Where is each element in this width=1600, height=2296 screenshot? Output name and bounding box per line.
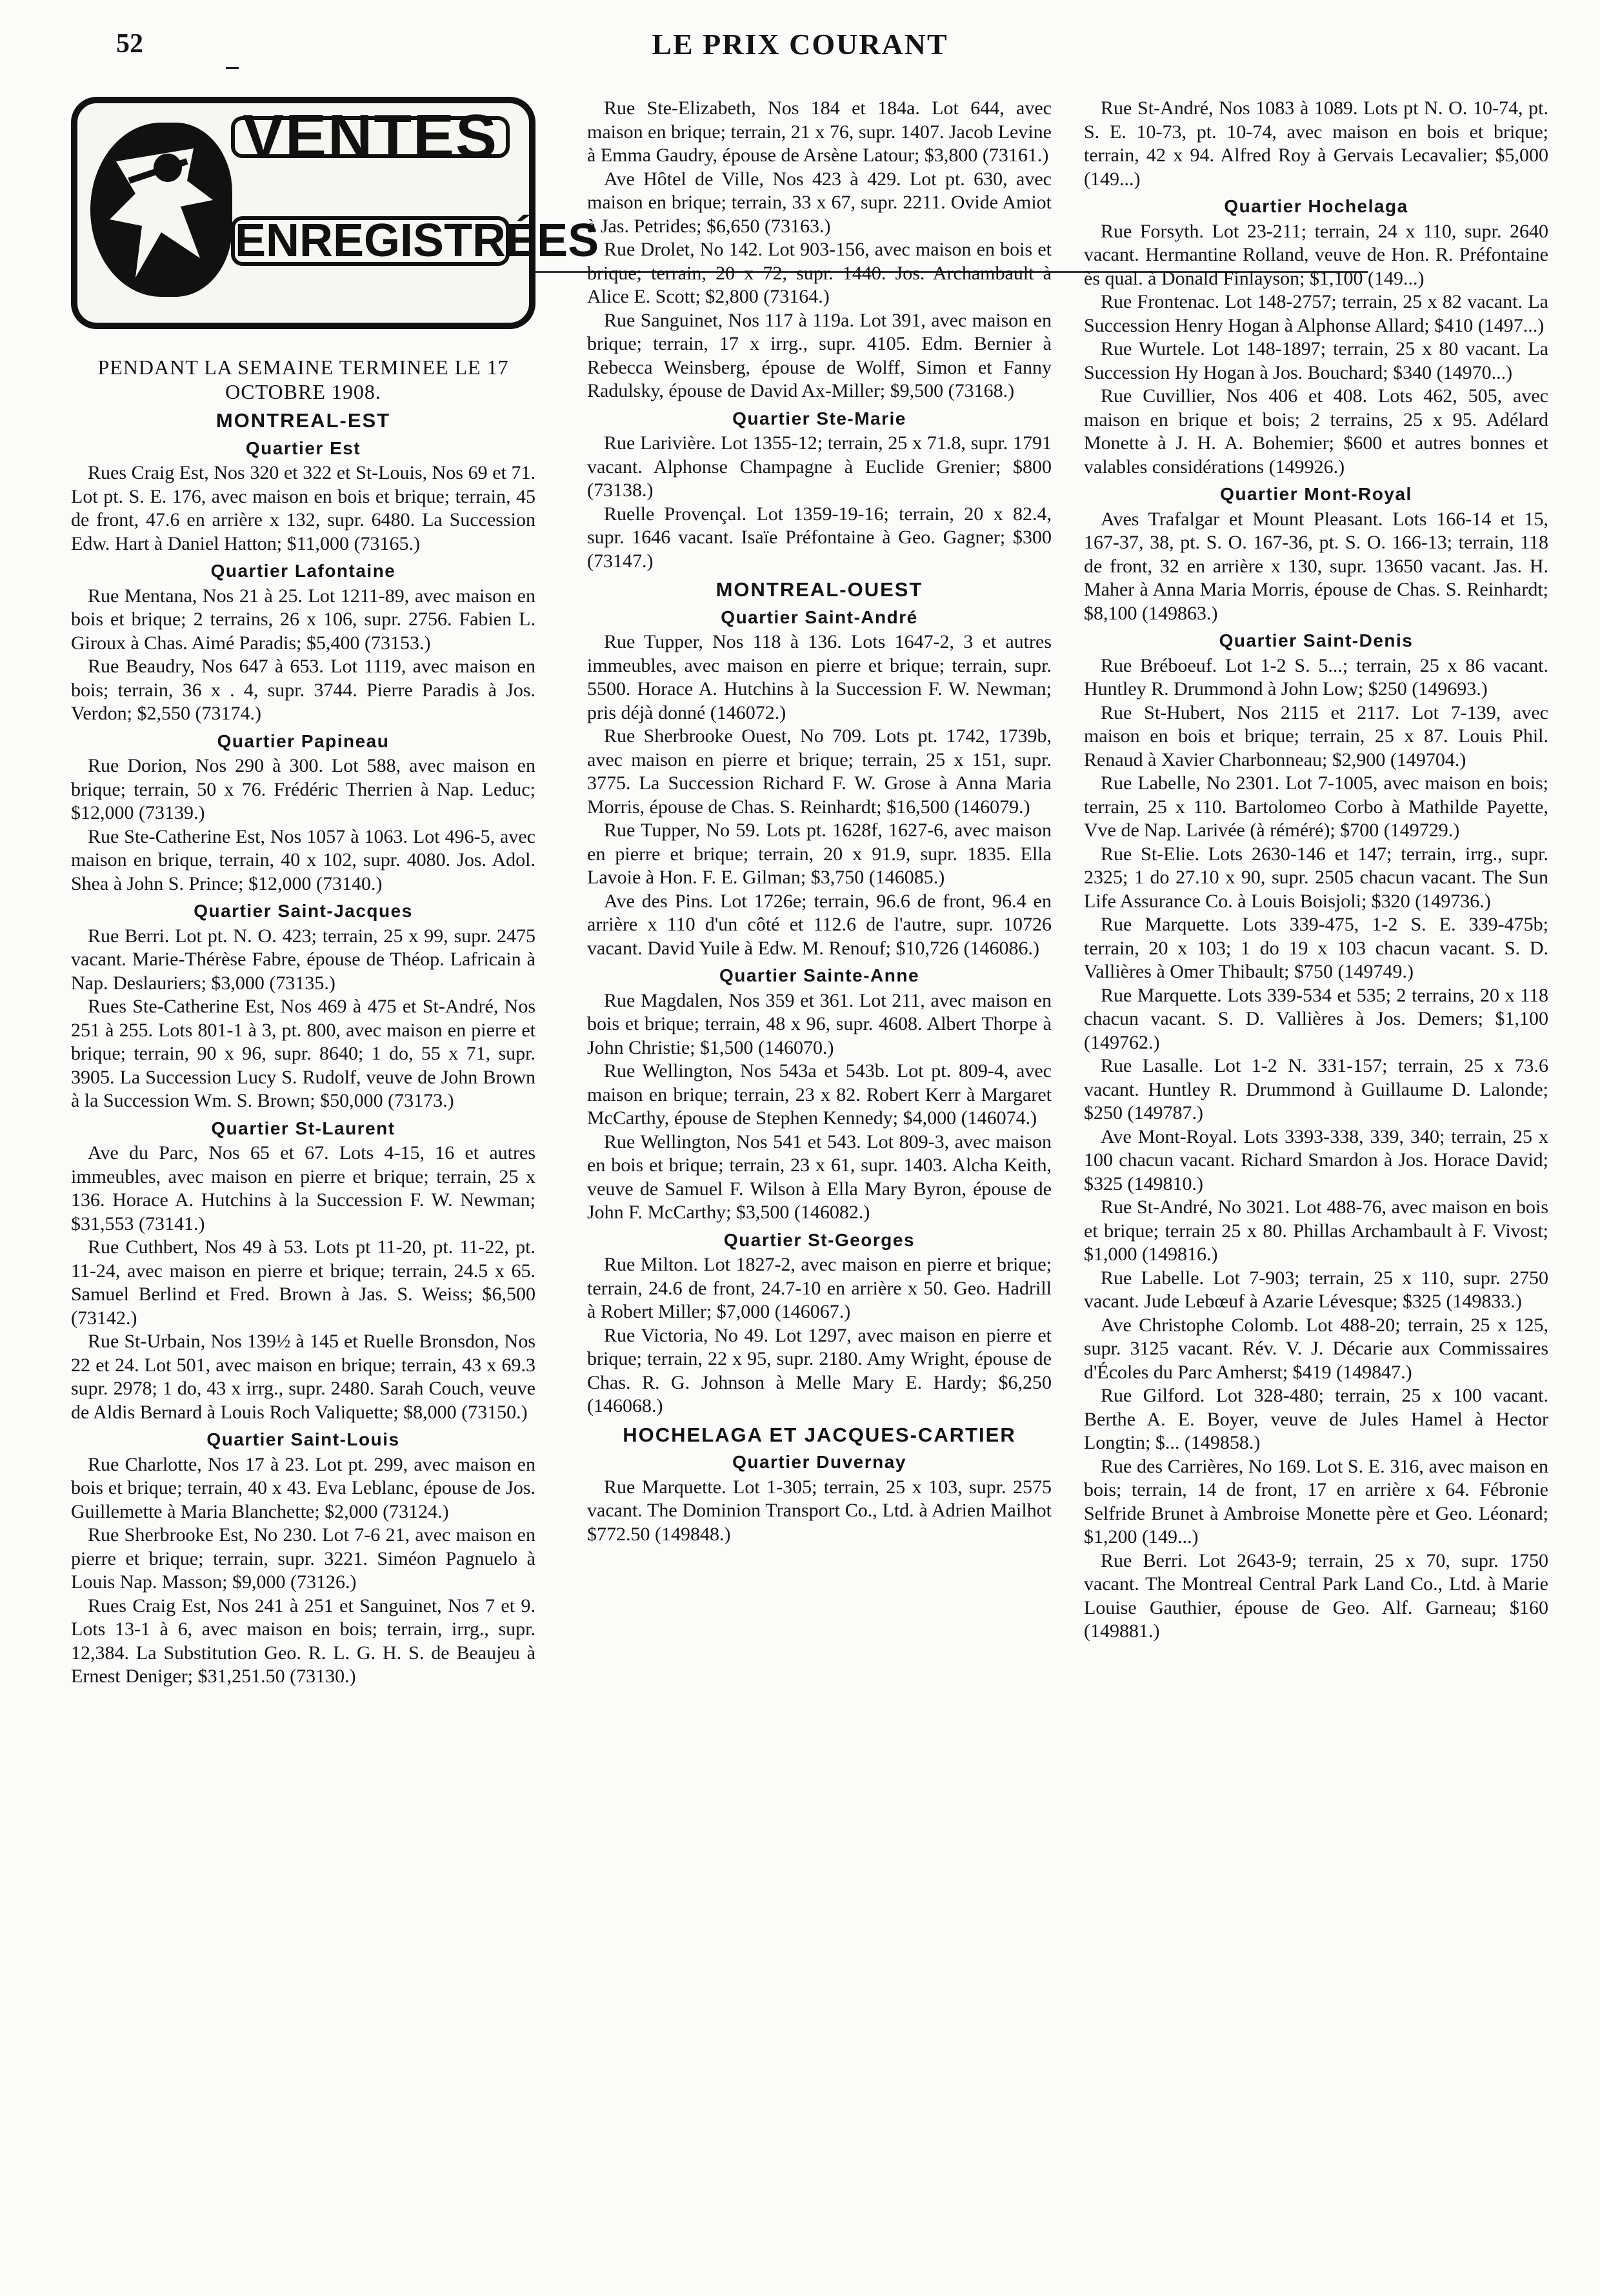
sale-entry: Rue Bréboeuf. Lot 1-2 S. 5...; terrain, 25 x 86 vacant. Huntley R. Drummond à John Low; $250 (149693.) — [1084, 654, 1548, 700]
sale-entry: Ruelle Provençal. Lot 1359-19-16; terrain, 20 x 82.4, supr. 1646 vacant. Isaïe Préfontaine à Geo. Gagner; $300 (73147.) — [587, 503, 1052, 572]
column-1 — [71, 97, 599, 1689]
sale-entry: Aves Trafalgar et Mount Pleasant. Lots 166-14 et 15, 167-37, 38, pt. S. O. 167-36, pt. S. O. 166-13; terrain, 118 de front, 32 en arrière x 130, supr. 13650 vacant. Jas. H. Maher à Anna Maria Morris, épouse de Chas. S. Reinhardt; $8,100 (149863.) — [1084, 508, 1548, 624]
sale-entry: Ave des Pins. Lot 1726e; terrain, 96.6 de front, 96.4 en arrière x 110 d'un côté et 112.6 de l'autre, supr. 10726 vacant. David Yuile à Edw. M. Renouf; $10,726 (146086.) — [587, 890, 1052, 959]
sale-entry: Rue Gilford. Lot 328-480; terrain, 25 x 100 vacant. Berthe A. E. Boyer, veuve de Jules Hamel à Hector Longtin; $... (149858.) — [1084, 1385, 1548, 1453]
sale-entry: Rue Sherbrooke Ouest, No 709. Lots pt. 1742, 1739b, avec maison en pierre et brique; terrain, 25 x 151, supr. 3775. La Succession Richard F. W. Grose à Anna Maria Morris, épouse de Chas. S. Reinhardt; $16,500 (146079.) — [587, 725, 1052, 818]
sale-entry: Rue Ste-Catherine Est, Nos 1057 à 1063. Lot 496-5, avec maison en brique, terrain, 40 x 102, supr. 4080. Jos. Adol. Shea à John S. Prince; $12,000 (73140.) — [71, 825, 535, 894]
sale-entry: Rue Cuthbert, Nos 49 à 53. Lots pt 11-20, pt. 11-22, pt. 11-24, avec maison en pierre et brique; terrain, 24.5 x 65. Samuel Berlind et Fred. Brown à Jas. S. Weiss; $6,500 (73142.) — [71, 1236, 535, 1329]
quarter-heading: Quartier Saint-Louis — [206, 1429, 400, 1449]
sale-entry: Rue Marquette. Lot 1-305; terrain, 25 x 103, supr. 2575 vacant. The Dominion Transport Co., Ltd. à Adrien Mailhot $772.50 (149848.) — [587, 1476, 1052, 1545]
column-3 — [1084, 97, 1548, 1644]
sale-entry: Ave du Parc, Nos 65 et 67. Lots 4-15, 16 et autres immeubles, avec maison en pierre et brique; terrain, 25 x 136. Horace A. Hutchins à la Succession F. W. Newman; $31,553 (73141.) — [71, 1142, 535, 1234]
sale-entry: Rue Labelle. Lot 7-903; terrain, 25 x 110, supr. 2750 vacant. Jude Lebœuf à Azarie Lévesque; $325 (149833.) — [1084, 1267, 1548, 1312]
town-crier-emblem-icon — [90, 123, 232, 297]
quarter-heading: Quartier Mont-Royal — [1220, 484, 1412, 504]
sale-entry: Rue Ste-Elizabeth, Nos 184 et 184a. Lot 644, avec maison en brique; terrain, 21 x 76, supr. 1407. Jacob Levine à Emma Gaudry, épouse de Arsène Latour; $3,800 (73161.) — [587, 97, 1052, 166]
sale-entry: Rue Tupper, Nos 118 à 136. Lots 1647-2, 3 et autres immeubles, avec maison en pierre et brique; terrain, supr. 5500. Horace A. Hutchins à la Succession F. W. Newman; pris déjà donné (146072.) — [587, 631, 1052, 723]
district-heading: MONTREAL-OUEST — [715, 578, 923, 601]
quarter-heading: Quartier St-Laurent — [211, 1118, 395, 1138]
sale-entry: Rue St-André, No 3021. Lot 488-76, avec maison en bois et brique; terrain 25 x 80. Phillas Archambault à F. Vivost; $1,000 (149816.) — [1084, 1196, 1548, 1265]
sale-entry: Rue Drolet, No 142. Lot 903-156, avec maison en bois et brique; terrain, 20 x 72, supr. 1440. Jos. Archambault à Alice E. Scott; $2,800 (73164.) — [587, 239, 1052, 307]
sale-entry: Rue Labelle, No 2301. Lot 7-1005, avec maison en bois; terrain, 25 x 110. Bartolomeo Corbo à Mathilde Payette, Vve de Nap. Larivée (à réméré); $700 (149729.) — [1084, 772, 1548, 841]
quarter-heading: Quartier Est — [245, 438, 361, 458]
sale-entry: Rue Dorion, Nos 290 à 300. Lot 588, avec maison en brique; terrain, 50 x 76. Frédéric Therrien à Nap. Leduc; $12,000 (73139.) — [71, 755, 535, 823]
sale-entry: Rue Lasalle. Lot 1-2 N. 331-157; terrain, 25 x 73.6 vacant. Huntley R. Drummond à Guillaume D. Lalonde; $250 (149787.) — [1084, 1055, 1548, 1123]
column-1-entries — [71, 355, 535, 1689]
quarter-heading: Quartier Duvernay — [732, 1452, 906, 1472]
sale-entry: Ave Hôtel de Ville, Nos 423 à 429. Lot pt. 630, avec maison en brique; terrain, 33 x 67, supr. 2211. Ovide Amiot à Jas. Petrides; $6,650 (73163.) — [587, 168, 1052, 237]
quarter-heading: Quartier St-Georges — [723, 1229, 915, 1250]
sale-entry: Rues Ste-Catherine Est, Nos 469 à 475 et St-André, Nos 251 à 255. Lots 801-1 à 3, pt. 800, avec maison en pierre et brique; terrain, 90 x 96, supr. 8640; 1 do, 55 x 71, supr. 3905. La Succession Lucy S. Rudolf, veuve de John Brown à la Succession Wm. S. Brown; $50,000 (73173.) — [71, 996, 535, 1111]
sale-entry: Rue Larivière. Lot 1355-12; terrain, 25 x 71.8, supr. 1791 vacant. Alphonse Champagne à Euclide Grenier; $800 (73138.) — [587, 432, 1052, 501]
sale-entry: Rue Beaudry, Nos 647 à 653. Lot 1119, avec maison en bois; terrain, 36 x . 4, supr. 3744. Pierre Paradis à Jos. Verdon; $2,550 (73174.) — [71, 656, 535, 724]
column-3-entries — [1084, 97, 1548, 1644]
sale-entry: Rue Milton. Lot 1827-2, avec maison en pierre et brique; terrain, 24.6 de front, 24.7-10 en arrière x 50. Geo. Hadrill à Robert Miller; $7,000 (146067.) — [587, 1254, 1052, 1322]
sale-entry: Rue St-Urbain, Nos 139½ à 145 et Ruelle Bronsdon, Nos 22 et 24. Lot 501, avec maison en brique; terrain, 43 x 69.3 supr. 2978; 1 do, 43 x irrg., supr. 2480. Sarah Couch, veuve de Aldis Bernard à Louis Roch Valiquette; $8,000 (73150.) — [71, 1331, 535, 1423]
quarter-heading: Quartier Saint-André — [721, 607, 918, 627]
sale-entry: Rue Magdalen, Nos 359 et 361. Lot 211, avec maison en bois et brique; terrain, 48 x 96, supr. 4608. Albert Thorpe à John Christie; $1,500 (146070.) — [587, 989, 1052, 1058]
quarter-heading: Quartier Sainte-Anne — [719, 965, 920, 985]
district-heading: HOCHELAGA ET JACQUES-CARTIER — [623, 1423, 1016, 1446]
district-heading: MONTREAL-EST — [215, 409, 391, 432]
sale-entry: Rue Charlotte, Nos 17 à 23. Lot pt. 299, avec maison en bois et brique; terrain, 40 x 43. Eva Leblanc, épouse de Jos. Guillemette à Maria Blanchette; $2,000 (73124.) — [71, 1453, 535, 1522]
sale-entry: Rue Marquette. Lots 339-534 et 535; 2 terrains, 20 x 118 chacun vacant. S. D. Vallières à Jos. Demers; $1,100 (149762.) — [1084, 984, 1548, 1053]
quarter-heading: Quartier Ste-Marie — [732, 408, 906, 428]
sale-entry: Rue Sanguinet, Nos 117 à 119a. Lot 391, avec maison en brique; terrain, 17 x irrg., supr. 4105. Edm. Bernier à Rebecca Weinsberg, épouse de Wolff, Simon et Fanny Radulsky, épouse de David Ax-Miller; $9,500 (73168.) — [587, 309, 1052, 401]
sale-entry: Rue St-Elie. Lots 2630-146 et 147; terrain, irrg., supr. 2325; 1 do 27.10 x 90, supr. 2505 chacun vacant. The Sun Life Assurance Co. à Louis Boisjoli; $320 (149736.) — [1084, 843, 1548, 912]
column-2-entries — [587, 97, 1052, 1546]
quarter-heading: Quartier Papineau — [217, 730, 390, 751]
sale-entry: Rues Craig Est, Nos 320 et 322 et St-Louis, Nos 69 et 71. Lot pt. S. E. 176, avec maison en bois et brique; terrain, 45 de front, 47.6 en arrière x 132, supr. 6480. La Succession Edw. Hart à Daniel Hatton; $11,000 (73165.) — [71, 462, 535, 554]
sale-entry: Rues Craig Est, Nos 241 à 251 et Sanguinet, Nos 7 et 9. Lots 13-1 à 6, avec maison en bois; terrain, irrg., supr. 12,384. La Substitution Geo. R. L. G. H. S. de Beaujeu à Ernest Deniger; $31,251.50 (73130.) — [71, 1595, 535, 1687]
sale-entry: Rue Cuvillier, Nos 406 et 408. Lots 462, 505, avec maison en brique et bois; 2 terrains, 25 x 95. Adélard Monette à J. H. A. Bohemier; $600 et autres bonnes et valables considérations (149926.) — [1084, 385, 1548, 478]
sale-entry: Rue Forsyth. Lot 23-211; terrain, 24 x 110, supr. 2640 vacant. Hermantine Rolland, veuve de Hon. R. Préfontaine ès qual. à Donald Finlayson; $1,100 (149...) — [1084, 220, 1548, 289]
sale-entry: Rue Tupper, No 59. Lots pt. 1628f, 1627-6, avec maison en pierre et brique; terrain, 20 x 91.9, supr. 1835. Ella Lavoie à Hon. F. E. Gilman; $3,750 (146085.) — [587, 820, 1052, 888]
sale-entry: Rue Wellington, Nos 543a et 543b. Lot pt. 809-4, avec maison en brique; terrain, 23 x 82. Robert Kerr à Margaret McCarthy, épouse de Stephen Kennedy; $4,000 (146074.) — [587, 1060, 1052, 1129]
sale-entry: Rue Victoria, No 49. Lot 1297, avec maison en pierre et brique; terrain, 22 x 95, supr. 2180. Amy Wright, épouse de Chas. R. G. Johnson à Melle Mary E. Hardy; $6,250 (146068.) — [587, 1324, 1052, 1416]
quarter-heading: Quartier Lafontaine — [210, 561, 396, 581]
sale-entry: Rue des Carrières, No 169. Lot S. E. 316, avec maison en bois; terrain, 14 de front, 17 en arrière x 64. Fébronie Selfride Brunet à Ambroise Monette père et Geo. Léonard; $1,200 (149...) — [1084, 1455, 1548, 1547]
sale-entry: Rue St-Hubert, Nos 2115 et 2117. Lot 7-139, avec maison en bois et brique; terrain, 25 x 87. Louis Phil. Renaud à Xavier Charbonneau; $2,900 (149704.) — [1084, 701, 1548, 770]
quarter-heading: Quartier Hochelaga — [1224, 196, 1408, 216]
sale-entry: Ave Mont-Royal. Lots 3393-338, 339, 340; terrain, 25 x 100 chacun vacant. Richard Smardon à Jos. Horace David; $325 (149810.) — [1084, 1125, 1548, 1194]
sale-entry: Rue Wurtele. Lot 148-1897; terrain, 25 x 80 vacant. La Succession Hy Hogan à Jos. Bouchard; $340 (14970...) — [1084, 338, 1548, 383]
sale-entry: Rue Berri. Lot 2643-9; terrain, 25 x 70, supr. 1750 vacant. The Montreal Central Park Land Co., Ltd. à Marie Louise Gauthier, épouse de Geo. Alf. Garneau; $160 (149881.) — [1084, 1549, 1548, 1642]
sale-entry: Rue Sherbrooke Est, No 230. Lot 7-6 21, avec maison en pierre et brique; terrain, supr. 3221. Siméon Pagnuelo à Louis Nap. Masson; $9,000 (73126.) — [71, 1524, 535, 1593]
logo-word-enregistrees: ENREGISTRÉES — [231, 216, 510, 266]
sale-entry: Rue St-André, Nos 1083 à 1089. Lots pt N. O. 10-74, pt. S. E. 10-73, pt. 10-74, avec maison en bois et brique; terrain, 42 x 94. Alfred Roy à Gervais Lecavalier; $5,000 (149...) — [1084, 97, 1548, 190]
sale-entry: Rue Marquette. Lots 339-475, 1-2 S. E. 339-475b; terrain, 20 x 103; 1 do 19 x 103 chacun vacant. S. D. Vallières à Omer Thibault; $750 (149749.) — [1084, 914, 1548, 982]
quarter-heading: Quartier Saint-Jacques — [194, 901, 413, 921]
sale-entry: Rue Mentana, Nos 21 à 25. Lot 1211-89, avec maison en bois et brique; 2 terrains, 26 x 106, supr. 2756. Fabien L. Giroux à Chas. Aimé Paradis; $5,400 (73153.) — [71, 585, 535, 654]
sale-entry: Rue Wellington, Nos 541 et 543. Lot 809-3, avec maison en bois et brique; terrain, 23 x 61, supr. 1403. Alcha Keith, veuve de Samuel F. Wilson à Ella Mary Byron, épouse de John F. McCarthy; $3,500 (146082.) — [587, 1131, 1052, 1223]
sale-entry: Ave Christophe Colomb. Lot 488-20; terrain, 25 x 125, supr. 3125 vacant. Rév. V. J. Décarie aux Commissaires d'Écoles du Parc Amherst; $419 (149847.) — [1084, 1314, 1548, 1383]
ventes-enregistrees-logo — [71, 97, 599, 329]
week-heading: PENDANT LA SEMAINE TERMINEE LE 17 OCTOBRE 1908. — [97, 356, 509, 403]
journal-title: LE PRIX COURANT — [652, 28, 948, 61]
page-number: 52 — [116, 29, 143, 59]
sale-entry: Rue Berri. Lot pt. N. O. 423; terrain, 25 x 99, supr. 2475 vacant. Marie-Thérèse Fabre, épouse de Théop. Lafricain à Nap. Deslauriers; $3,000 (73135.) — [71, 925, 535, 994]
quarter-heading: Quartier Saint-Denis — [1219, 630, 1414, 650]
sale-entry: Rue Frontenac. Lot 148-2757; terrain, 25 x 82 vacant. La Succession Henry Hogan à Alphonse Allard; $410 (1497...) — [1084, 291, 1548, 336]
header-rule — [226, 67, 239, 69]
column-2 — [587, 97, 1052, 1546]
logo-word-ventes: VENTES — [231, 116, 510, 158]
